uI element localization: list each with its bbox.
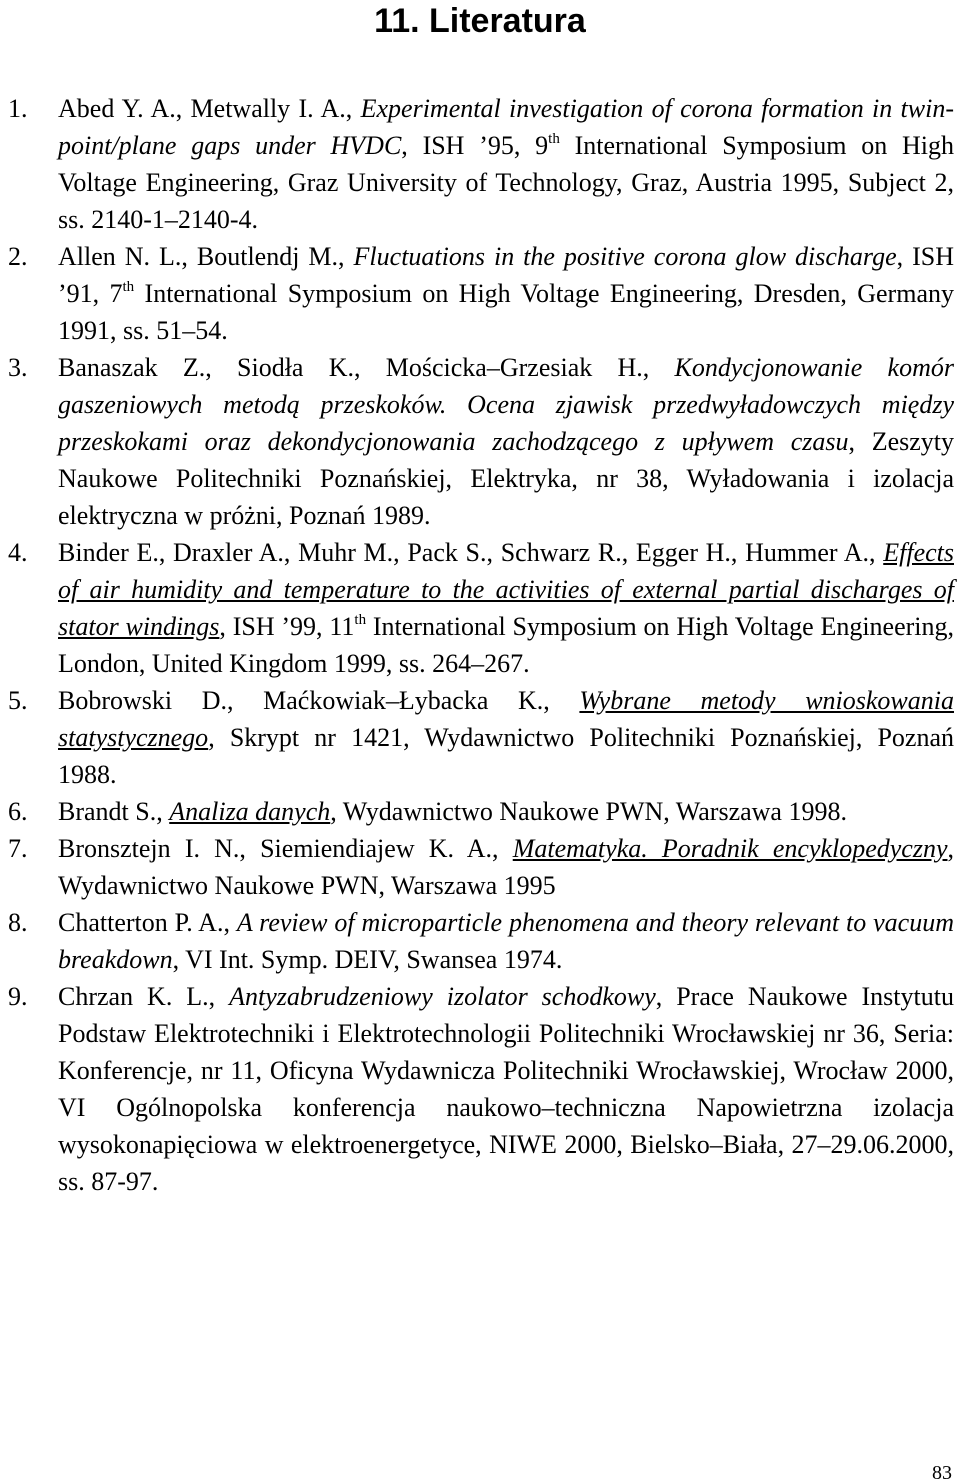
ordinal-superscript: th <box>354 612 367 628</box>
reference-title: Kondycjonowanie komór gaszeniowych metodą przeskoków. Ocena zjawisk przedwyładowczych między przeskokami oraz dekondycjonowania zachodzącego z upływem czasu <box>58 353 954 456</box>
reference-item <box>8 904 954 978</box>
reference-segment: , Prace Naukowe Instytutu Podstaw Elektrotechniki i Elektrotechnologii Politechniki Wrocławskiej nr 36, Seria: Konferencje, nr 11, Oficyna Wydawnicza Politechniki Wrocławskiej, Wrocław 2000, VI Ogólnopolska konferencja naukowo–techniczna Napowietrzna izolacja wysokonapięciowa w elektroenergetyce, NIWE 2000, Bielsko–Biała, 27–29.06.2000, ss. 87-97. <box>58 982 954 1196</box>
reference-text <box>58 908 954 974</box>
reference-number: 2. <box>8 242 28 271</box>
reference-text <box>58 94 954 234</box>
reference-item <box>8 793 954 830</box>
reference-number: 8. <box>8 908 28 937</box>
reference-segment: International Symposium on High Voltage Engineering, Dresden, Germany 1991, ss. 51–54. <box>58 279 954 345</box>
reference-list <box>8 90 954 1200</box>
reference-segment: Allen N. L., Boutlendj M., <box>58 242 354 271</box>
reference-text <box>58 686 954 789</box>
reference-segment: Bobrowski D., Maćkowiak–Łybacka K., <box>58 686 580 715</box>
reference-item <box>8 830 954 904</box>
reference-title: Analiza danych <box>169 797 331 826</box>
reference-segment: , Skrypt nr 1421, Wydawnictwo Politechniki Poznańskiej, Poznań 1988. <box>58 723 954 789</box>
reference-title: Wybrane metody wnioskowania statystycznego <box>58 686 954 752</box>
reference-number: 5. <box>8 686 28 715</box>
reference-number: 9. <box>8 982 28 1011</box>
reference-item <box>8 90 954 238</box>
reference-segment: International Symposium on High Voltage Engineering, Graz University of Technology, Graz, Austria 1995, Subject 2, ss. 2140-1–2140-4. <box>58 131 954 234</box>
reference-segment: Binder E., Draxler A., Muhr M., Pack S., Schwarz R., Egger H., Hummer A., <box>58 538 884 567</box>
reference-title: Fluctuations in the positive corona glow discharge <box>353 242 897 271</box>
reference-segment: , Wydawnictwo Naukowe PWN, Warszawa 1995 <box>58 834 954 900</box>
reference-segment: , ISH ’95, 9 <box>401 131 549 160</box>
reference-segment: , ISH ’91, 7 <box>58 242 954 308</box>
reference-text <box>58 797 847 826</box>
reference-title: Experimental investigation of corona formation in twin-point/plane gaps under HVDC <box>58 94 954 160</box>
reference-item <box>8 682 954 793</box>
reference-segment: , ISH ’99, 11 <box>219 612 355 641</box>
reference-text <box>58 242 954 345</box>
reference-title: Matematyka. Poradnik encyklopedyczny <box>512 834 948 863</box>
ordinal-superscript: th <box>548 131 560 147</box>
reference-segment: Bronsztejn I. N., Siemiendiajew K. A., <box>58 834 513 863</box>
reference-text <box>58 982 954 1196</box>
reference-segment: Banaszak Z., Siodła K., Mościcka–Grzesiak H., <box>58 353 675 382</box>
reference-segment: , Wydawnictwo Naukowe PWN, Warszawa 1998. <box>330 797 847 826</box>
reference-title: A review of microparticle phenomena and theory relevant to vacuum breakdown <box>58 908 955 974</box>
reference-segment: Abed Y. A., Metwally I. A., <box>58 94 361 123</box>
reference-text <box>58 538 954 678</box>
reference-item <box>8 534 954 682</box>
page-title: 11. Literatura <box>374 2 586 40</box>
reference-number: 3. <box>8 353 28 382</box>
reference-item <box>8 349 954 534</box>
reference-text <box>58 834 954 900</box>
reference-number: 1. <box>8 94 28 123</box>
page-number: 83 <box>932 1462 952 1484</box>
reference-text <box>58 353 954 530</box>
reference-number: 4. <box>8 538 28 567</box>
reference-item <box>8 238 954 349</box>
reference-item <box>8 978 954 1200</box>
reference-segment: Brandt S., <box>58 797 170 826</box>
reference-segment: , Zeszyty Naukowe Politechniki Poznańskiej, Elektryka, nr 38, Wyładowania i izolacja elektryczna w próżni, Poznań 1989. <box>58 427 954 530</box>
reference-title: Effects of air humidity and temperature to the activities of external partial discharges of stator windings <box>58 538 954 641</box>
reference-segment: , VI Int. Symp. DEIV, Swansea 1974. <box>172 945 563 974</box>
ordinal-superscript: th <box>122 279 135 295</box>
reference-segment: Chatterton P. A., <box>58 908 237 937</box>
reference-number: 7. <box>8 834 28 863</box>
reference-segment: International Symposium on High Voltage Engineering, London, United Kingdom 1999, ss. 264–267. <box>58 612 955 678</box>
reference-segment: Chrzan K. L., <box>58 982 230 1011</box>
reference-title: Antyzabrudzeniowy izolator schodkowy <box>229 982 656 1011</box>
reference-number: 6. <box>8 797 28 826</box>
